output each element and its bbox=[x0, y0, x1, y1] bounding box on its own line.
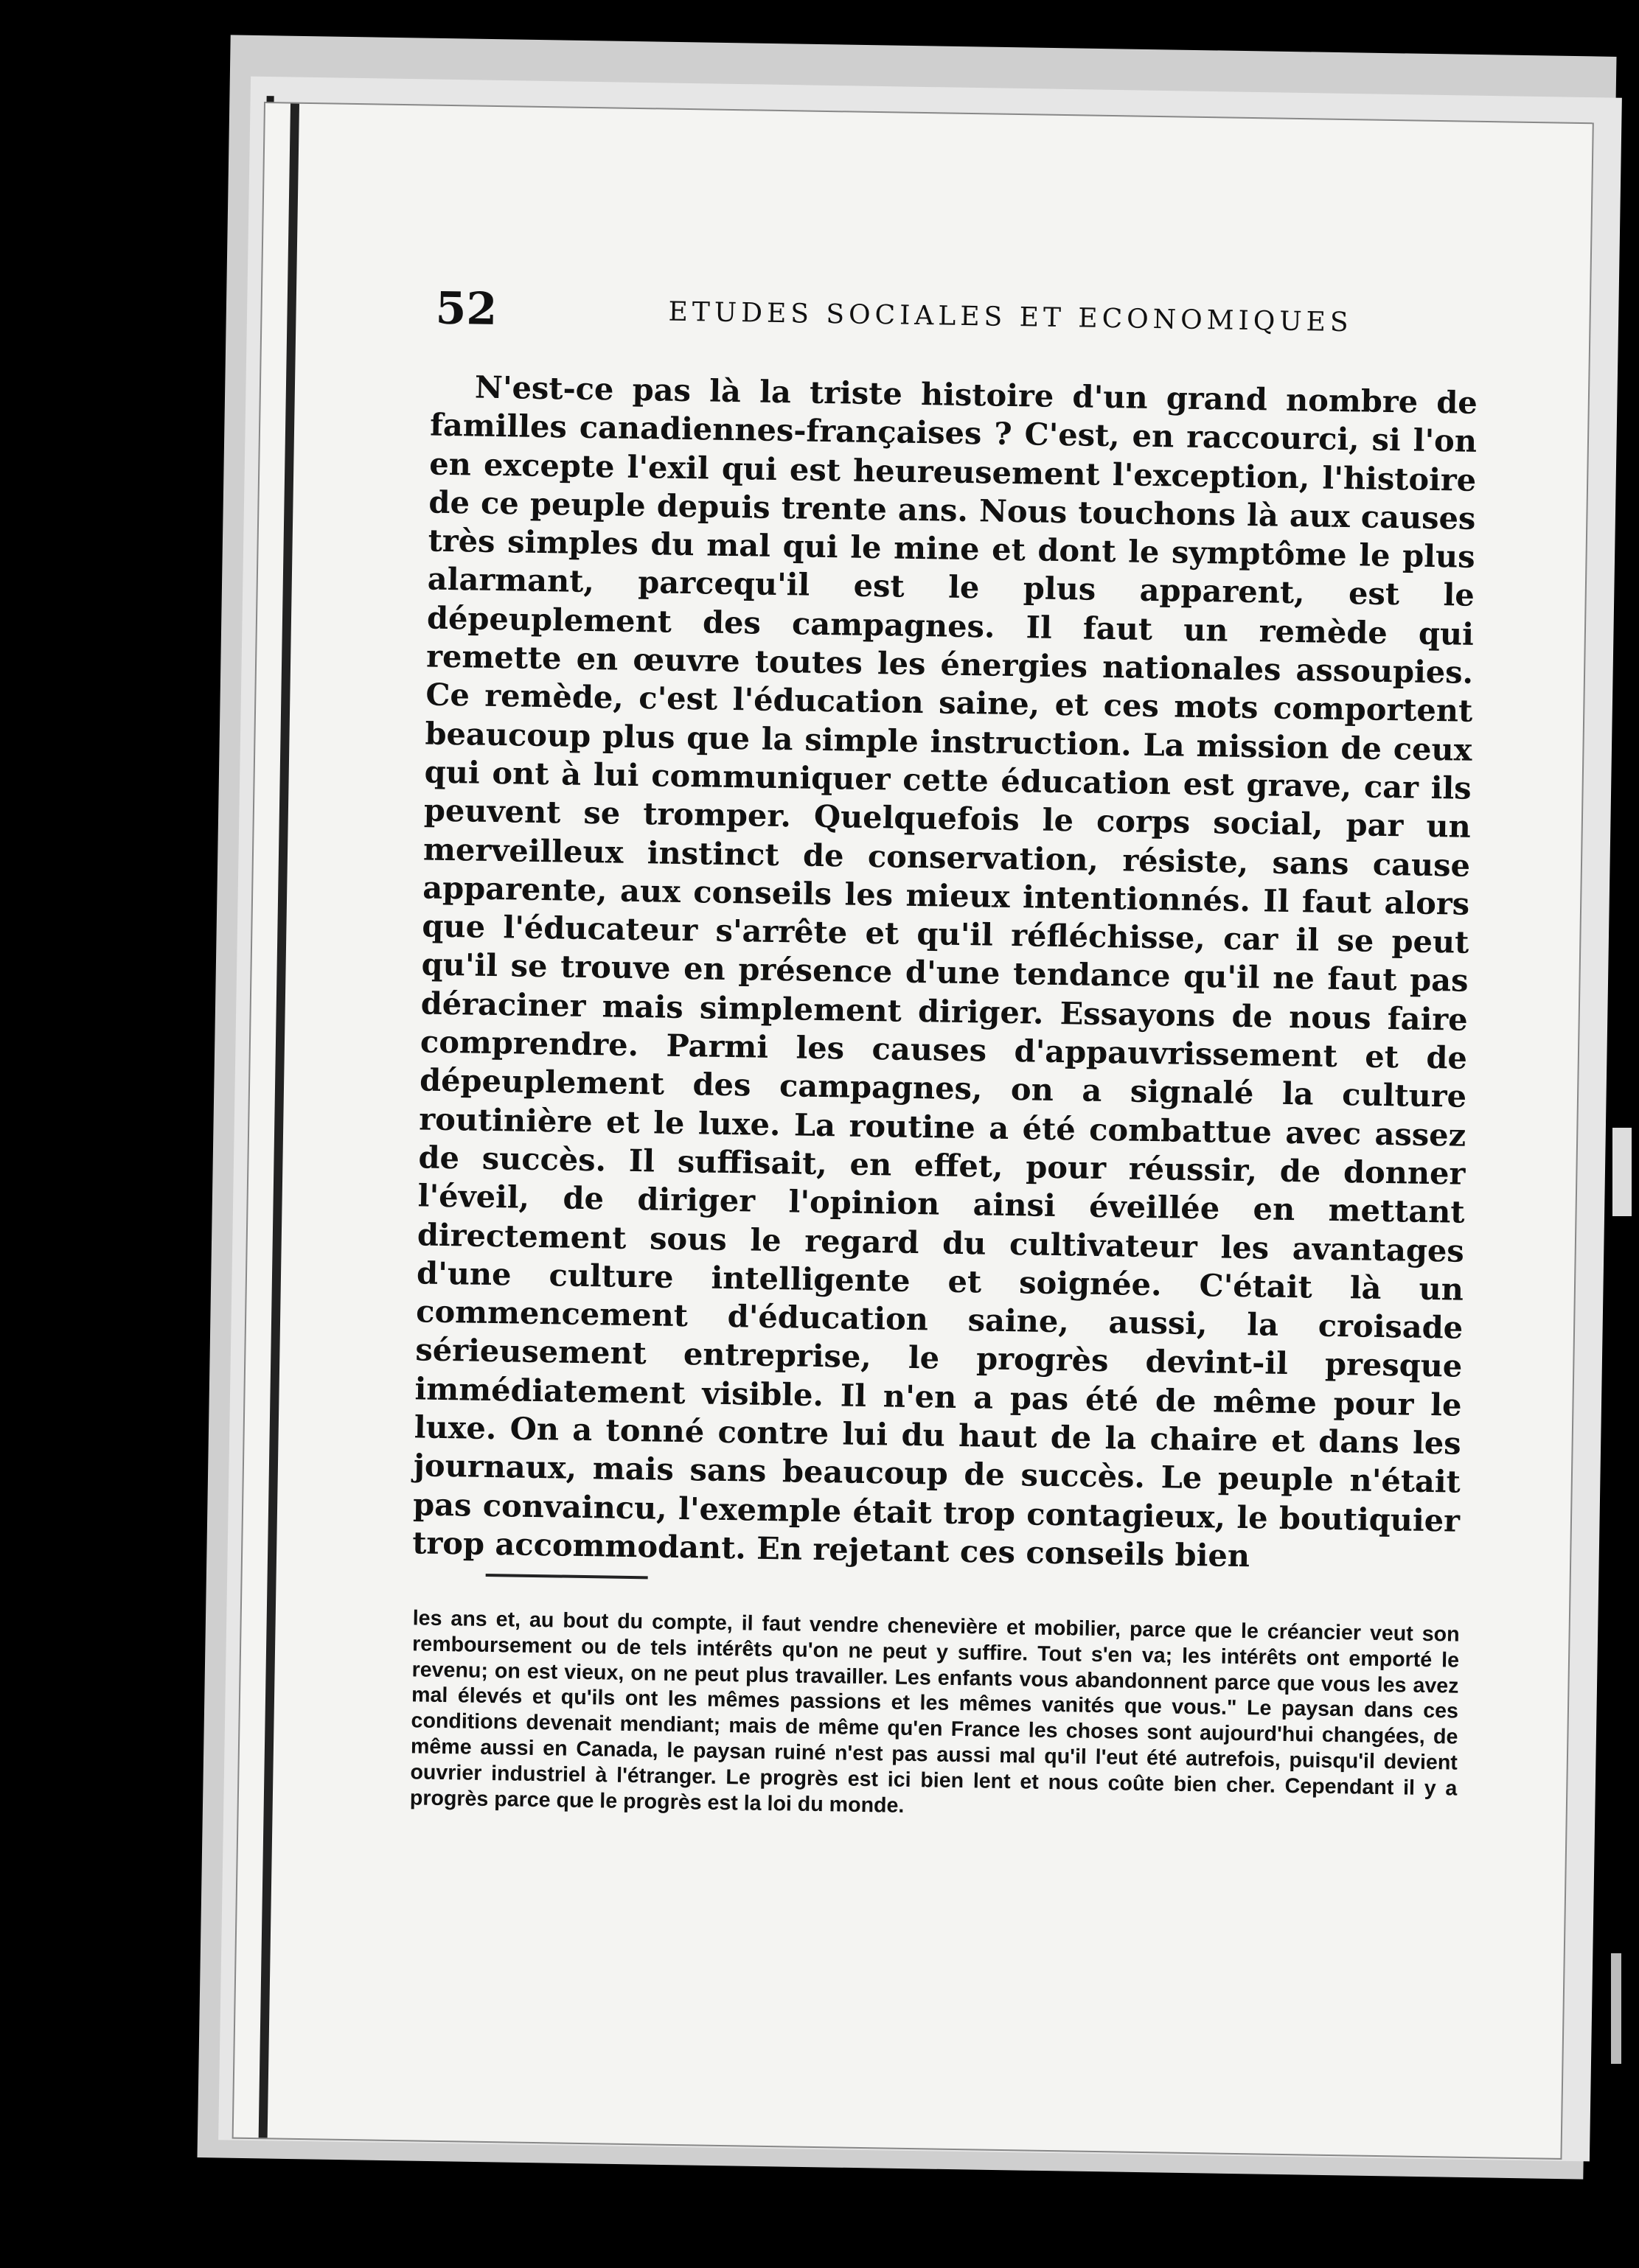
footnote bbox=[410, 1605, 1460, 1827]
page-number: 52 bbox=[435, 282, 498, 335]
main-text bbox=[412, 368, 1478, 1579]
running-head: ETUDES SOCIALES ET ECONOMIQUES bbox=[668, 296, 1353, 338]
book-page bbox=[234, 103, 1593, 2158]
body-paragraph: N'est-ce pas là la triste histoire d'un grand nombre de familles canadiennes-françaises ? C'est, en raccourci, si l'on en excepte l'exil qui est heureusement l'exception, l'histoire de ce peuple depuis trente ans. Nous touchons là aux causes très simples du mal qui le mine et dont le symptôme le plus alarmant, parcequ'il est le plus apparent, est le dépeuplement des campagnes. Il faut un remède qui remette en œuvre toutes les énergies nationales assoupies. Ce remède, c'est l'éducation saine, et ces mots comportent beaucoup plus que la simple instruction. La mission de ceux qui ont à lui communiquer cette éducation est grave, car ils peuvent se tromper. Quelquefois le corps social, par un merveilleux instinct de conservation, résiste, sans cause apparente, aux conseils les mieux intentionnés. Il faut alors que l'éducateur s'arrête et qu'il réfléchisse, car il se peut qu'il se trouve en présence d'une tendance qu'il ne faut pas déraciner mais simplement diriger. Essayons de nous faire comprendre. Parmi les causes d'appauvrissement et de dépeuplement des campagnes, on a signalé la culture routinière et le luxe. La routine a été combattue avec assez de succès. Il suffisait, en effet, pour réussir, de donner l'éveil, de diriger l'opinion ainsi éveillée en mettant directement sous le regard du cultivateur les avantages d'une culture intelligente et soignée. C'était là un commencement d'éducation saine, aussi, la croisade sérieusement entreprise, le progrès devint-il presque immédiatement visible. Il n'en a pas été de même pour le luxe. On a tonné contre lui du haut de la chaire et dans les journaux, mais sans beaucoup de succès. Le peuple n'était pas convaincu, l'exemple était trop contagieux, le boutiquier trop accommodant. En rejetant ces conseils bien bbox=[411, 369, 1478, 1574]
page-binding-edge bbox=[259, 104, 299, 2138]
page-header bbox=[435, 283, 1475, 366]
scan-edge-mark bbox=[1612, 1128, 1632, 1216]
footnote-text: les ans et, au bout du compte, il faut vendre chenevière et mobilier, parce que le créancier veut son remboursement ou de tels intérêts qu'on ne peut y suffire. Tout s'en va; les intérêts ont emporté le revenu; on est vieux, on ne peut plus travailler. Les enfants vous abandonnent parce que vous les avez mal élevés et qu'ils ont les mêmes passions et les mêmes vanités que vous." Le paysan dans ces conditions devenait mendiant; mais de même qu'en France les choses sont aujourd'hui changées, de même aussi en Canada, le paysan ruiné n'est pas aussi mal qu'il l'eut été autrefois, puisqu'il devient ouvrier industriel à l'étranger. Le progrès est ici bien lent et nous coûte bien cher. Cependant il y a progrès parce que le progrès est la loi du monde. bbox=[409, 1606, 1460, 1818]
scan-edge-mark bbox=[1611, 1953, 1621, 2064]
footnote-separator bbox=[486, 1574, 648, 1579]
